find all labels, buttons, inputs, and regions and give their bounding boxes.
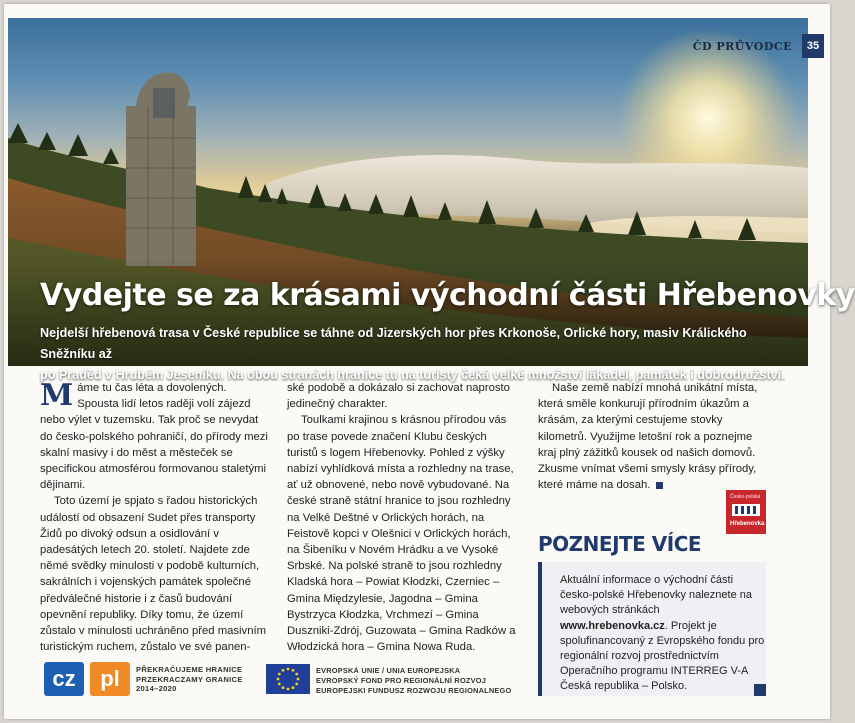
- paragraph-text: áme tu čas léta a dovolených. Spousta lidí letos raději volí zájezd nebo výlet v tuzemsku. Tak proč se nevydat do česko-polského pohraničí, do přírody mezi skalní masivy i do měst a městeček se specifickou atmosférou formovanou staletými dějinami.: [40, 382, 268, 492]
- eu-caption-line: EVROPSKÁ UNIE / UNIA EUROPEJSKA: [316, 666, 461, 675]
- czpl-caption: [136, 665, 243, 694]
- article-column-3: [538, 380, 766, 493]
- czpl-caption-line: PŘEKRAČUJEME HRANICE: [136, 665, 243, 674]
- article-column-1: [40, 380, 268, 655]
- logo-top-text: Česko-polská: [730, 494, 761, 500]
- running-head: ČD PRŮVODCE: [692, 40, 792, 53]
- logo-bottom-text: Hřebenovka: [730, 521, 765, 527]
- website-link[interactable]: www.hrebenovka.cz: [560, 619, 665, 632]
- box-corner-mark-icon: [754, 684, 766, 696]
- eu-flag-icon: [266, 664, 310, 694]
- stone-monument: [126, 72, 196, 266]
- paragraph: Toto území je spjato s řadou historických událostí od obsazení Sudet přes transporty Židů po divoký odsun a osidlování v padesátých letech 20. století. Najdete zde němé svědky minulosti v podobě kulturních, sakrálních i vojenských památek společné předválečné historie i z časů budování opevnění republiky. Díky tomu, že území zůstalo v minulosti uchráněno před masivním turistickým ruchem, zůstalo ve své panen-: [40, 495, 267, 654]
- cz-mark: cz: [44, 662, 84, 696]
- paragraph: [538, 380, 766, 493]
- article-title: Vydejte se za krásami východní části Hřebenovky: [40, 278, 855, 313]
- hrebenovka-logo: [726, 490, 766, 534]
- eu-caption: [316, 666, 511, 695]
- paragraph: Toulkami krajinou s krásnou přírodou vás po trase povede značení Klubu českých turistů s logem Hřebenovky. Pohled z výšky nabízí vyhlídková místa a rozhledny na trase, ať už obnovené, nebo nově vybudované. Na české straně státní hranice to jsou rozhledny na Velké Deštné v Orlických horách, na Feistově kopci v Olešnici v Orlických horách, na Šibeníku v Novém Hrádku a ve Vysoké Srbské. Na polské straně to jsou rozhledny Kladská hora – Powiat Kłodzki, Czerniec – Gmina Międzylesie, Jagodna – Gmina Bystrzyca Kłodzka, Vrchmezí – Gmina Duszniki-Zdrój, Guzowata – Gmina Radków a Włodzická hora – Gmina Nowa Ruda.: [287, 414, 516, 654]
- paragraph: [40, 380, 268, 493]
- czpl-caption-line: 2014–2020: [136, 684, 177, 694]
- info-text-lead: Aktuální informace o východní části česko-polské Hřebenovky naleznete na webových stránkách: [560, 574, 753, 617]
- logo-mark-icon: [732, 504, 760, 516]
- paragraph: ské podobě a dokázalo si zachovat naprosto jedinečný charakter.: [287, 382, 510, 411]
- info-box-text: [560, 573, 766, 695]
- article-column-2: [287, 380, 519, 655]
- eu-caption-line: EUROPEJSKI FUNDUSZ ROZWOJU REGIONALNEGO: [316, 685, 512, 695]
- lede-line-1: Nejdelší hřebenová trasa v České republice se táhne od Jizerských hor přes Krkonoše, Orlické hory, masiv Králického Sněžníku až: [40, 326, 747, 361]
- info-box: [538, 562, 766, 696]
- end-mark-icon: [656, 482, 663, 489]
- lede-line-2: po Praděd v Hrubém Jeseníku. Na obou stranách hranice tu na turisty čeká velké množství lákadel, památek i dobrodružství.: [40, 368, 785, 382]
- page-number: 35: [802, 34, 824, 58]
- czpl-caption-line: PRZEKRACZAMY GRANICE: [136, 674, 243, 684]
- eu-caption-line: EVROPSKÝ FOND PRO REGIONÁLNÍ ROZVOJ: [316, 675, 487, 685]
- pl-mark: pl: [90, 662, 130, 696]
- article-lede: [40, 323, 800, 386]
- dropcap: M: [40, 378, 74, 413]
- czpl-logo: [44, 662, 130, 696]
- info-box-title: POZNEJTE VÍCE: [538, 532, 702, 556]
- info-text-rest: . Projekt je spolufinancovaný z Evropského fondu pro regionální rozvoj prostřednictvím Operačního programu INTERREG V-A Česká republika – Polsko.: [560, 619, 765, 693]
- paragraph-text: Naše země nabízí mnohá unikátní místa, která směle konkurují přírodním úkazům a krásám, za kterými cestujeme stovky kilometrů. Využijme letošní rok a poznejme kraj plný zážitků kousek od našich domovů. Zkusme vnímat všemi smysly krásy přírody, které máme na dosah.: [538, 382, 758, 492]
- magazine-page: [4, 4, 855, 719]
